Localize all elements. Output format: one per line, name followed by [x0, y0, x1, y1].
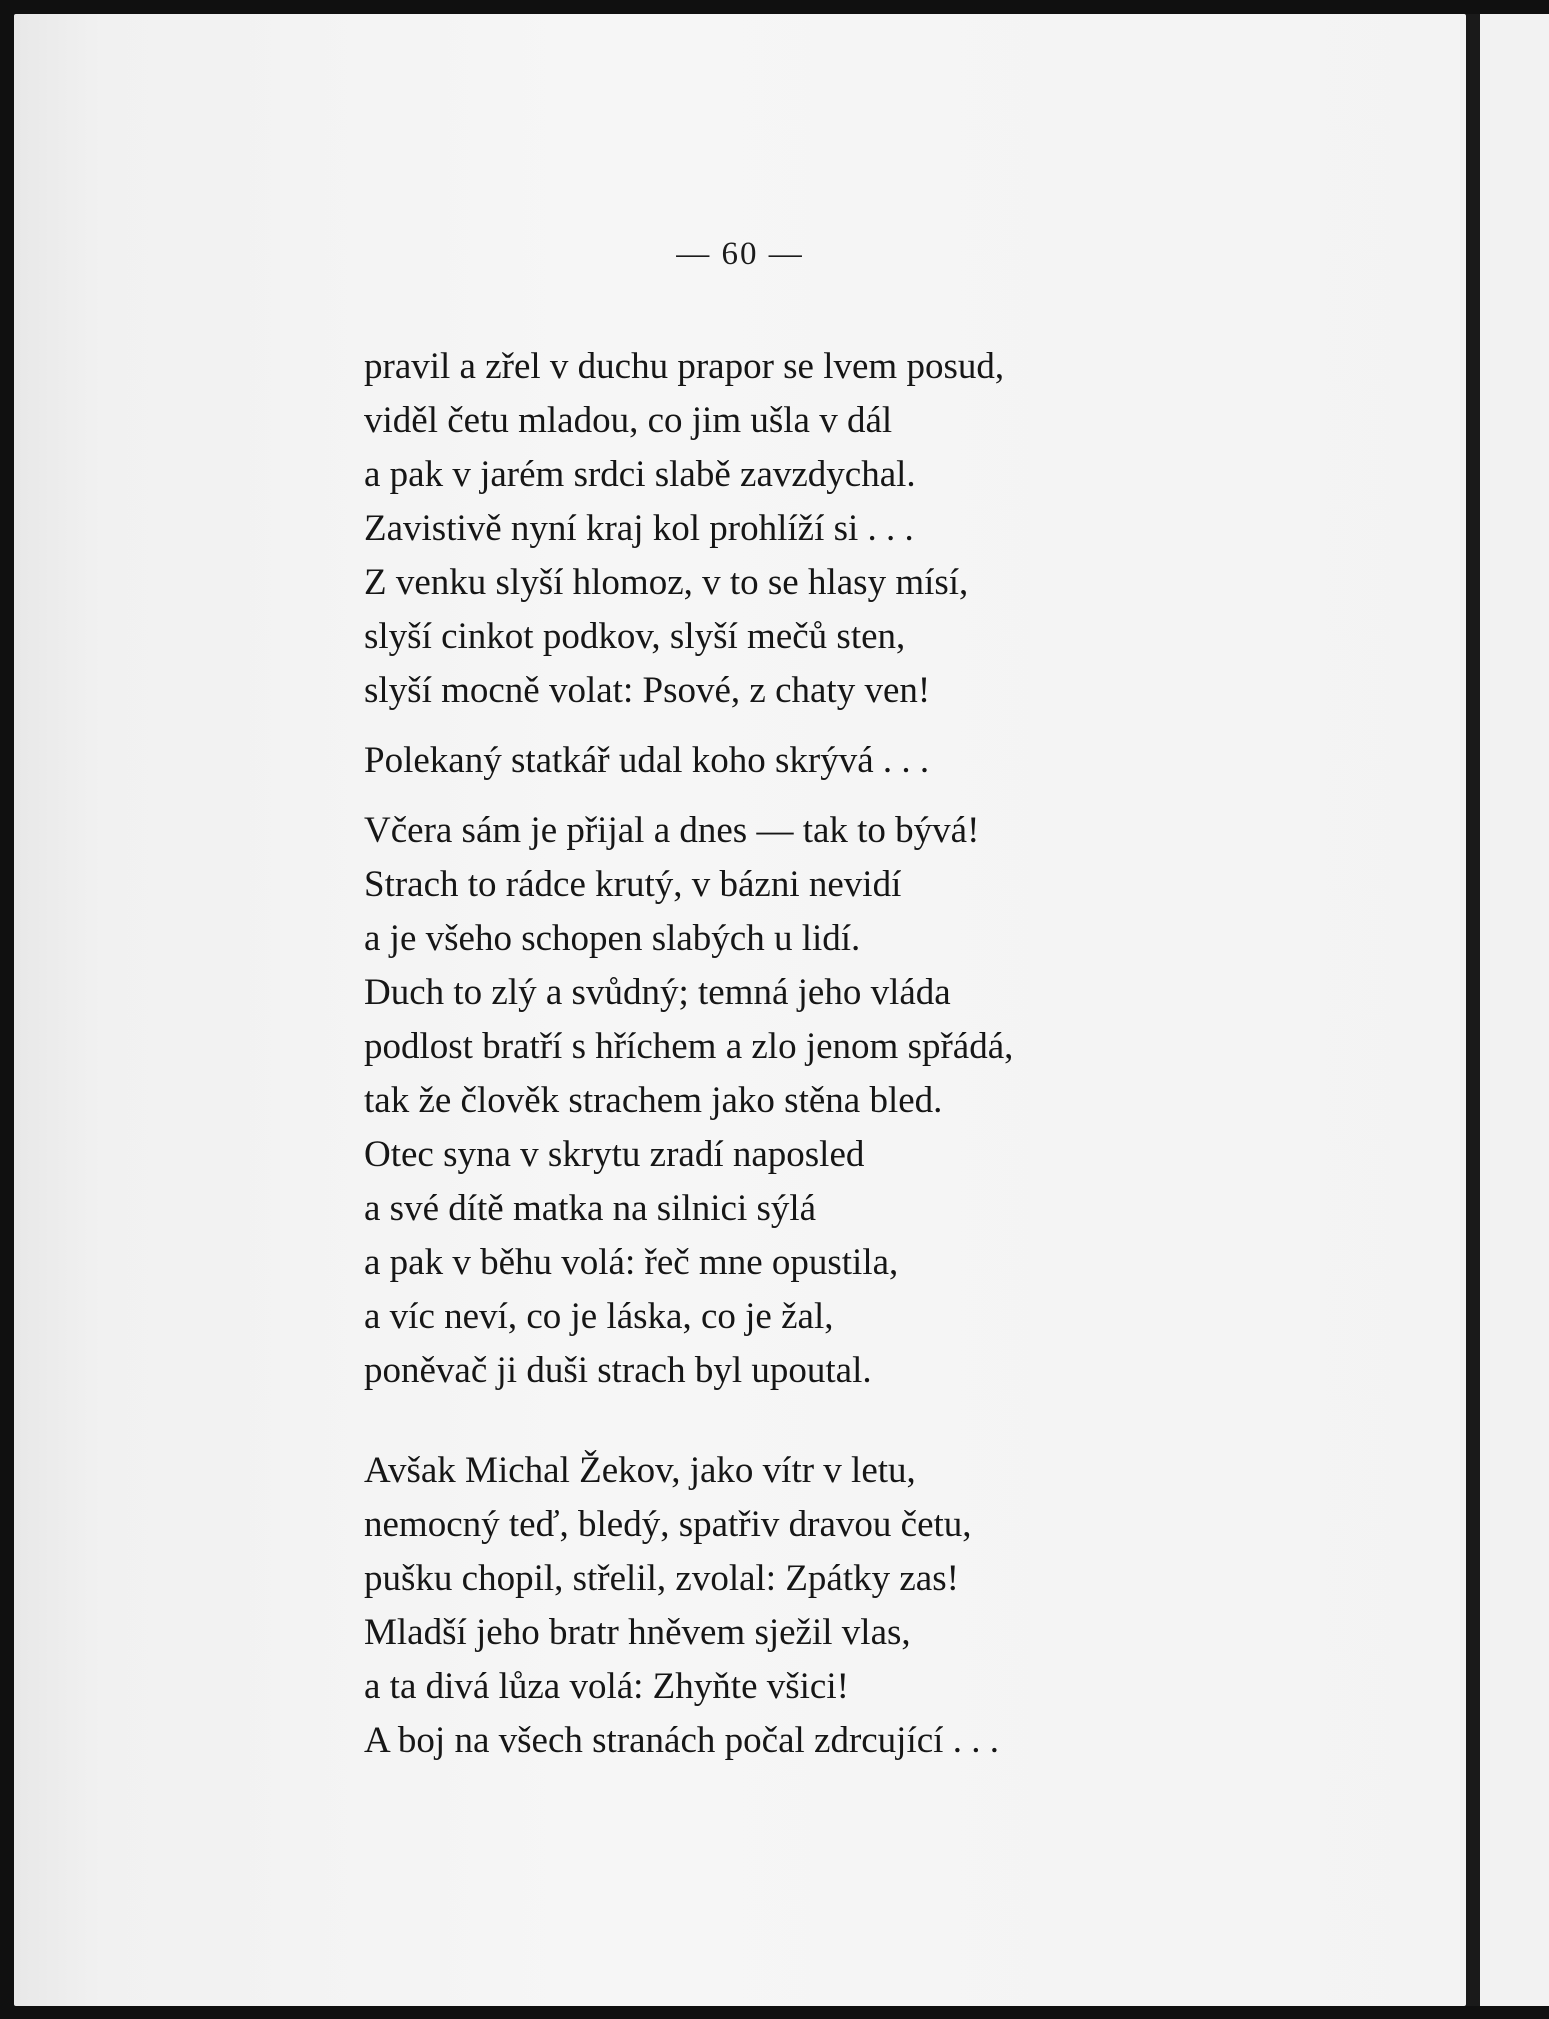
verse-line: Zavistivě nyní kraj kol prohlíží si . . . [364, 508, 914, 549]
poem-text [364, 340, 1013, 1768]
verse-line: A boj na všech stranách počal zdrcující . . . [364, 1720, 999, 1761]
verse-line: slyší mocně volat: Psové, z chaty ven! [364, 670, 931, 711]
stanza-4 [364, 1444, 1013, 1768]
verse-line: a víc neví, co je láska, co je žal, [364, 1296, 834, 1337]
stanza-gap [364, 718, 1013, 734]
stanza-1 [364, 340, 1013, 718]
verse-line: Včera sám je přijal a dnes — tak to bývá! [364, 810, 980, 851]
facing-page-edge [1480, 14, 1549, 2006]
verse-line: Duch to zlý a svůdný; temná jeho vláda [364, 972, 951, 1013]
stanza-2 [364, 734, 1013, 788]
verse-line: nemocný teď, bledý, spatřiv dravou četu, [364, 1504, 972, 1545]
verse-line: Strach to rádce krutý, v bázni nevidí [364, 864, 902, 905]
verse-line: a pak v jarém srdci slabě zavzdychal. [364, 454, 916, 495]
stanza-gap [364, 1398, 1013, 1444]
verse-line: Z venku slyší hlomoz, v to se hlasy mísí, [364, 562, 969, 603]
page-number: — 60 — [676, 236, 804, 272]
verse-line: slyší cinkot podkov, slyší mečů sten, [364, 616, 906, 657]
verse-line: pušku chopil, střelil, zvolal: Zpátky zas! [364, 1558, 959, 1599]
verse-line: Polekaný statkář udal koho skrývá . . . [364, 740, 930, 781]
verse-line: tak že člověk strachem jako stěna bled. [364, 1080, 943, 1121]
verse-line: podlost bratří s hříchem a zlo jenom spřádá, [364, 1026, 1014, 1067]
verse-line: pravil a zřel v duchu prapor se lvem posud, [364, 346, 1005, 387]
verse-line: a své dítě matka na silnici sýlá [364, 1188, 817, 1229]
verse-line: a ta divá lůza volá: Zhyňte všici! [364, 1666, 849, 1707]
stanza-gap [364, 788, 1013, 804]
verse-line: viděl četu mladou, co jim ušla v dál [364, 400, 893, 441]
verse-line: Otec syna v skrytu zradí naposled [364, 1134, 865, 1175]
verse-line: poněvač ji duši strach byl upoutal. [364, 1350, 872, 1391]
verse-line: Avšak Michal Žekov, jako vítr v letu, [364, 1450, 916, 1491]
verse-line: a je všeho schopen slabých u lidí. [364, 918, 861, 959]
stanza-3 [364, 804, 1013, 1398]
verse-line: a pak v běhu volá: řeč mne opustila, [364, 1242, 899, 1283]
page-gutter-shadow [1466, 14, 1480, 2006]
verse-line: Mladší jeho bratr hněvem sježil vlas, [364, 1612, 911, 1653]
book-page [14, 14, 1466, 2006]
